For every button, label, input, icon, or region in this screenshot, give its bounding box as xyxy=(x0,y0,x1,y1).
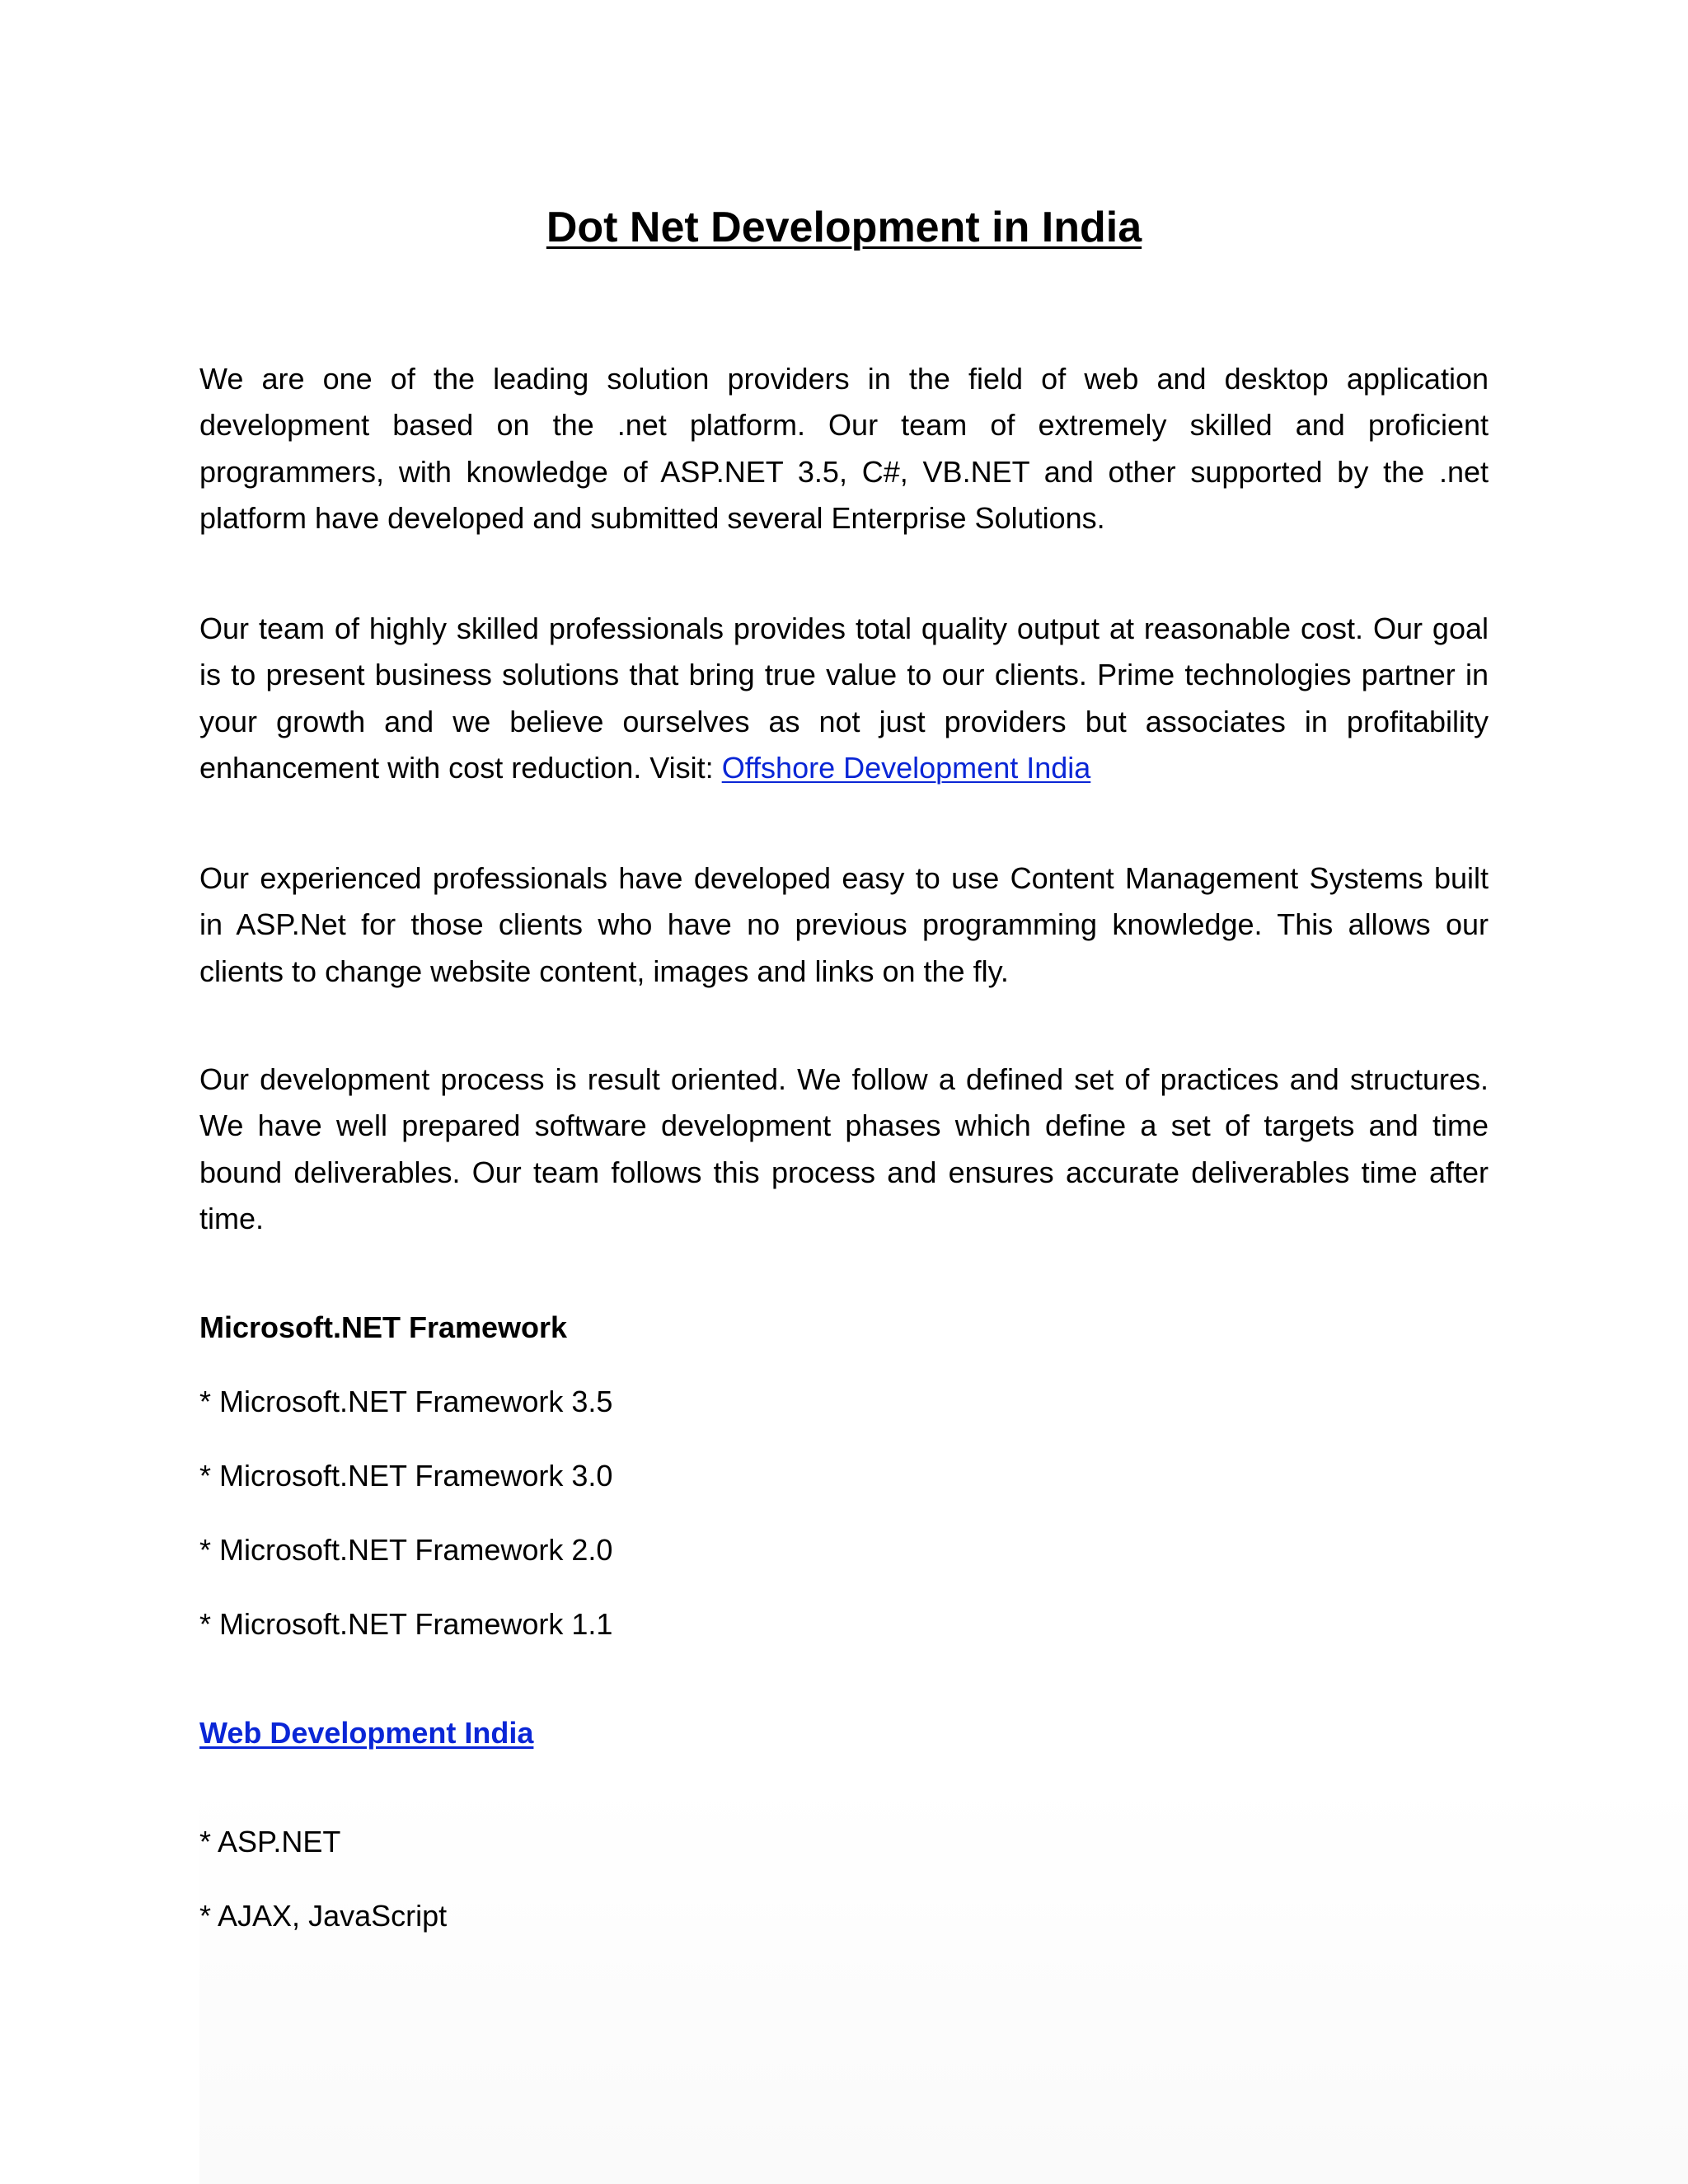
offshore-development-link[interactable]: Offshore Development India xyxy=(721,750,1091,785)
page-title: Dot Net Development in India xyxy=(546,204,1142,251)
web-list-item: * ASP.NET xyxy=(199,1825,341,1858)
web-development-link[interactable]: Web Development India xyxy=(199,1716,534,1750)
framework-list-item: * Microsoft.NET Framework 3.5 xyxy=(199,1385,613,1418)
paragraph-cms: Our experienced professionals have developed easy to use Content Management Systems built in ASP.Net for those clients who have no previous programming knowledge. This allows our clients to change website content, images and links on the fly. xyxy=(199,861,1489,988)
web-list-item: * AJAX, JavaScript xyxy=(199,1899,448,1933)
framework-list-item: * Microsoft.NET Framework 1.1 xyxy=(199,1607,613,1641)
paragraph-intro: We are one of the leading solution providers in the field of web and desktop application development based on the .net platform. Our team of extremely skilled and proficient programmers, with knowledge of ASP.NET 3.5, C#, VB.NET and other supported by the .net platform have developed and submitted several Enterprise Solutions. xyxy=(199,362,1489,535)
framework-list-item: * Microsoft.NET Framework 2.0 xyxy=(199,1533,613,1567)
paragraph-team-text: Our team of highly skilled professionals provides total quality output at reasonable cost. Our goal is to present business solutions that bring true value to our clients. Prime technologies partner in your growth and we believe ourselves as not just providers but associates in profitability enhancement with cost reduction. Visit: xyxy=(199,612,1489,785)
paragraph-team xyxy=(199,606,1489,791)
framework-list-item: * Microsoft.NET Framework 3.0 xyxy=(199,1459,613,1493)
page-shade xyxy=(199,1780,1688,2184)
framework-heading: Microsoft.NET Framework xyxy=(199,1310,568,1344)
paragraph-process: Our development process is result oriented. We follow a defined set of practices and structures. We have well prepared software development phases which define a set of targets and time bound deliverables. Our team follows this process and ensures accurate deliverables time after time. xyxy=(199,1062,1489,1235)
